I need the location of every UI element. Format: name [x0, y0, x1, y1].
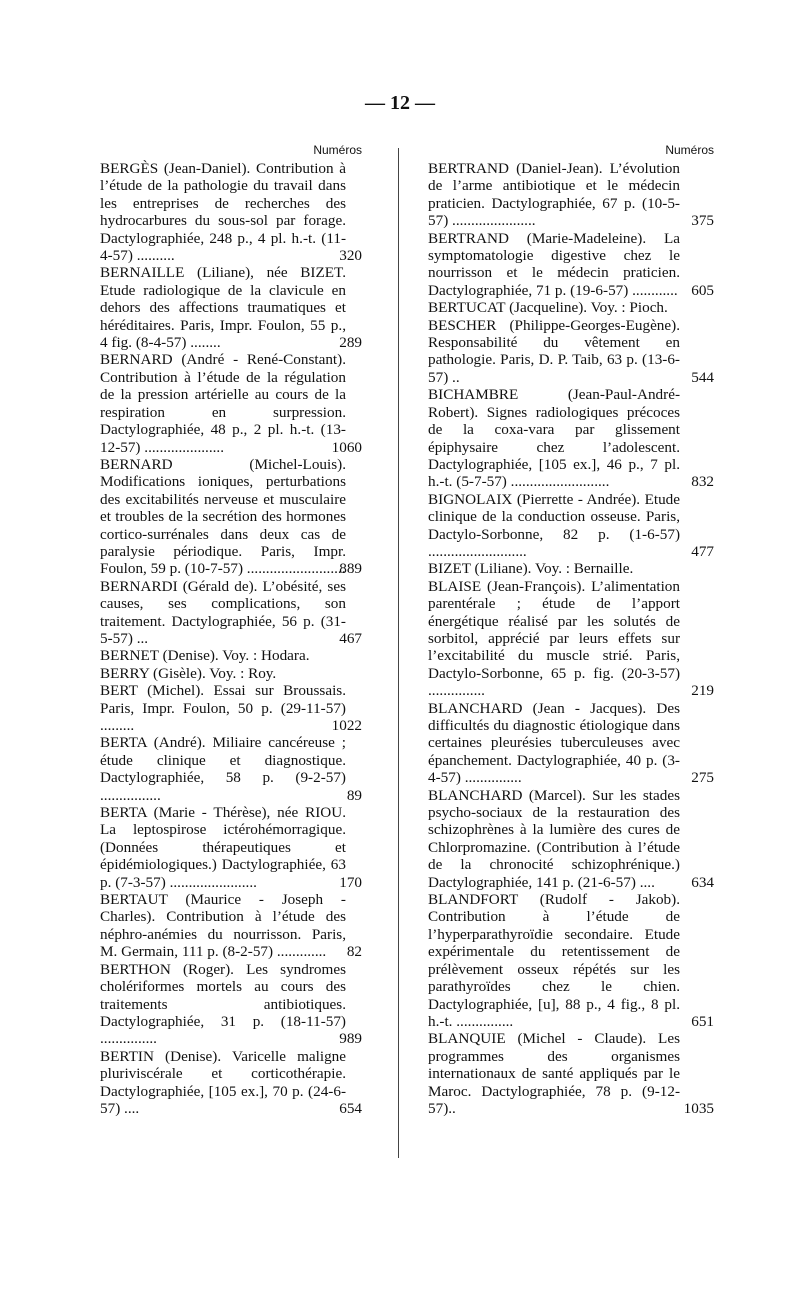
entry-text: BERTRAND (Daniel-Jean). L’évolution de l’arme antibiotique et le médecin praticien. Dactylographiée, 67 p. (10-5-57) ......................: [428, 160, 680, 230]
bibliography-entry: [428, 160, 714, 230]
entry-number: 889: [339, 560, 362, 578]
entry-text: BERTHON (Roger). Les syndromes cholériformes mortels au cours des traitements antibiotiques. Dactylographiée, 31 p. (18-11-57) ...............: [100, 960, 346, 1048]
entry-text: BERT (Michel). Essai sur Broussais. Paris, Impr. Foulon, 50 p. (29-11-57) .........: [100, 682, 346, 734]
bibliography-entry: [428, 1030, 714, 1117]
entry-text: BLANCHARD (Marcel). Sur les stades psycho-sociaux de la restauration des schizophrènes à la lumière des cures de Chlorpromazine. (Contribution à l’étude de la chronocité schizophrénique.) Dactylographiée, 141 p. (21-6-57) ....: [428, 786, 680, 891]
entry-number: 375: [691, 212, 714, 230]
bibliography-entry: [428, 891, 714, 1030]
entry-text: BERNARDI (Gérald de). L’obésité, ses causes, ses complications, son traitement. Dactylographiée, 56 p. (31-5-57) ...: [100, 577, 346, 647]
entry-text: BIZET (Liliane). Voy. : Bernaille.: [428, 560, 634, 578]
bibliography-entry: [100, 578, 362, 648]
entry-number: 1035: [683, 1099, 714, 1117]
entry-text: BERNARD (Michel-Louis). Modifications ioniques, perturbations des excitabilités nerveuse et musculaire et troubles de la secrétion des hormones cortico-surrénales dans deux cas de paralysie périodique. Paris, Impr. Foulon, 59 p. (10-7-57) ..........................: [100, 455, 346, 578]
bibliography-entry: [100, 1048, 362, 1118]
entry-number: 832: [691, 473, 714, 491]
column-divider: [398, 148, 399, 1158]
bibliography-entry: [428, 317, 714, 387]
entry-number: 1060: [331, 438, 362, 456]
entry-number: 1022: [331, 717, 362, 734]
bibliography-entry: [428, 560, 714, 577]
right-column: [428, 140, 714, 1117]
bibliography-entry: [428, 578, 714, 700]
entry-number: 170: [339, 873, 362, 891]
left-column: [100, 140, 362, 1117]
entry-text: BERTUCAT (Jacqueline). Voy. : Pioch.: [428, 299, 668, 317]
bibliography-entry: [428, 299, 714, 316]
entry-text: BERTIN (Denise). Varicelle maligne pluriviscérale et corticothérapie. Dactylographiée, [105 ex.], 70 p. (24-6-57) ....: [100, 1047, 346, 1117]
entry-number: 634: [691, 873, 714, 891]
bibliography-entry: [100, 804, 362, 891]
entry-number: 219: [691, 682, 714, 700]
bibliography-entry: [428, 700, 714, 787]
entry-number: 320: [339, 247, 362, 265]
entry-text: BIGNOLAIX (Pierrette - Andrée). Etude clinique de la conduction osseuse. Paris, Dactylo-Sorbonne, 82 p. (1-6-57) ..........................: [428, 490, 680, 560]
entry-text: BERTRAND (Marie-Madeleine). La symptomatologie digestive chez le nourrisson et le médecin praticien. Dactylographiée, 71 p. (19-6-57) ............: [428, 229, 680, 299]
entry-text: BERGÈS (Jean-Daniel). Contribution à l’étude de la pathologie du travail dans les entreprises de recherches des hydrocarbures du sous-sol par forage. Dactylographiée, 248 p., 4 pl. h.-t. (11-4-57) ..........: [100, 160, 346, 265]
entry-text: BESCHER (Philippe-Georges-Eugène). Responsabilité du vêtement en pathologie. Paris, D. P. Taib, 63 p. (13-6-57) ..: [428, 316, 680, 386]
bibliography-entry: [428, 230, 714, 300]
entry-text: BERRY (Gisèle). Voy. : Roy.: [100, 664, 277, 682]
bibliography-entry: [428, 491, 714, 561]
entry-text: BLANDFORT (Rudolf - Jakob). Contribution à l’étude de l’hyperparathyroïdie secondaire. Etude expérimentale du retentissement de prélèvement osseux répétés sur les parathyroïdes chez le chien. Dactylographiée, [u], 88 p., 4 fig., 8 pl. h.-t. ...............: [428, 891, 680, 1030]
bibliography-entry: [100, 665, 362, 682]
bibliography-entry: [100, 160, 362, 264]
bibliography-entry: [100, 351, 362, 455]
entry-number: 275: [691, 769, 714, 787]
bibliography-entry: [100, 682, 362, 734]
entry-text: BERTA (André). Miliaire cancéreuse ; étude clinique et diagnostique. Dactylographiée, 58 p. (9-2-57) ................: [100, 734, 346, 804]
entry-text: BLANQUIE (Michel - Claude). Les programmes des organismes internationaux de santé appliqués par le Maroc. Dactylographiée, 78 p. (9-12-57)..: [428, 1030, 680, 1117]
entry-number: 544: [691, 368, 714, 386]
right-entry-list: [428, 160, 714, 1117]
entry-text: BERNET (Denise). Voy. : Hodara.: [100, 647, 310, 665]
bibliography-entry: [100, 264, 362, 351]
entry-text: BERNARD (André - René-Constant). Contribution à l’étude de la régulation de la pression artérielle au cours de la respiration en surpression. Dactylographiée, 48 p., 2 pl. h.-t. (13-12-57) .....................: [100, 351, 346, 456]
left-entry-list: [100, 160, 362, 1117]
bibliography-entry: [100, 647, 362, 664]
bibliography-entry: [428, 386, 714, 490]
entry-text: BERTAUT (Maurice - Joseph - Charles). Contribution à l’étude des néphro-anémies du nourrisson. Paris, M. Germain, 111 p. (8-2-57) .............: [100, 891, 346, 961]
entry-number: 82: [346, 943, 362, 961]
entry-text: BERTA (Marie - Thérèse), née RIOU. La leptospirose ictérohémorragique. (Données thérapeutiques et épidémiologiques.) Dactylographiée, 63 p. (7-3-57) .......................: [100, 804, 346, 891]
entry-text: BLANCHARD (Jean - Jacques). Des difficultés du diagnostic étiologique dans certaines pleurésies tuberculeuses avec épanchement. Dactylographiée, 40 p. (3-4-57) ...............: [428, 699, 680, 787]
bibliography-entry: [100, 456, 362, 578]
column-header-right: Numéros: [665, 143, 714, 157]
bibliography-entry: [100, 891, 362, 961]
entry-text: BERNAILLE (Liliane), née BIZET. Etude radiologique de la clavicule en dehors des affections traumatiques et héréditaires. Paris, Impr. Foulon, 55 p., 4 fig. (8-4-57) ........: [100, 264, 346, 352]
column-header-left: Numéros: [313, 143, 362, 157]
page-number: — 12 —: [365, 92, 435, 114]
entry-number: 89: [346, 786, 362, 804]
entry-number: 289: [339, 334, 362, 352]
entry-number: 477: [691, 542, 714, 560]
bibliography-entry: [100, 961, 362, 1048]
entry-number: 467: [339, 629, 362, 647]
bibliography-entry: [428, 787, 714, 891]
entry-number: 605: [691, 281, 714, 299]
entry-text: BLAISE (Jean-François). L’alimentation parentérale ; étude de l’apport énergétique réalisé par les solutés de sorbitol, apprécié par leurs effets sur l’excitabilité du muscle strié. Paris, Dactylo-Sorbonne, 65 p. fig. (20-3-57) ...............: [428, 577, 680, 700]
entry-number: 654: [339, 1099, 362, 1117]
entry-number: 989: [339, 1030, 362, 1048]
entry-text: BICHAMBRE (Jean-Paul-André-Robert). Signes radiologiques précoces de la coxa-vara par glissement épiphysaire chez l’adolescent. Dactylographiée, [105 ex.], 46 p., 7 pl. h.-t. (5-7-57) ..........................: [428, 386, 680, 491]
entry-number: 651: [691, 1012, 714, 1030]
bibliography-entry: [100, 734, 362, 804]
